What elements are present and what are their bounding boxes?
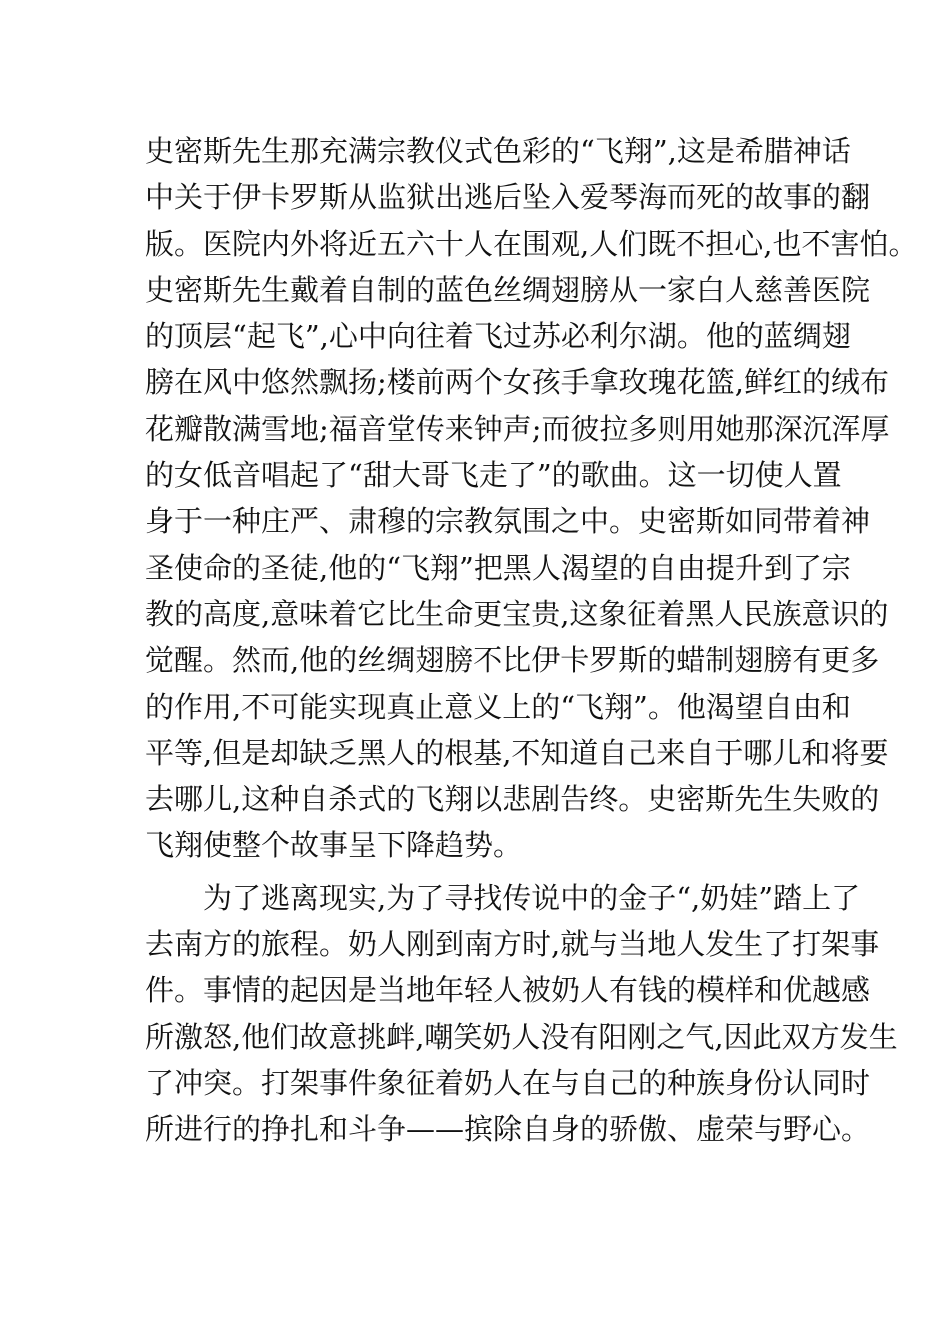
text-line: 身于一种庄严、肃穆的宗教氛围之中。史密斯如同带着神 <box>145 504 871 539</box>
text-line: 版。医院内外将近五六十人在围观,人们既不担心,也不害怕。 <box>145 226 918 261</box>
text-line: 圣使命的圣徒,他的“飞翔”把黑人渴望的自由提升到了宗 <box>145 550 851 585</box>
text-line: 史密斯先生那充满宗教仪式色彩的“飞翔”,这是希腊神话 <box>145 134 851 168</box>
text-line: 的作用,不可能实现真止意义上的“飞翔”。他渴望自由和 <box>145 689 851 724</box>
text-line: 的顶层“起飞”,心中向往着飞过苏必利尔湖。他的蓝绸翅 <box>145 319 851 354</box>
text-line: 史密斯先生戴着自制的蓝色丝绸翅膀从一家白人慈善医院 <box>145 272 871 307</box>
text-line: 所激怒,他们故意挑衅,嘲笑奶人没有阳刚之气,因此双方发生 <box>145 1019 898 1054</box>
paragraph <box>145 875 898 1153</box>
text-line: 中关于伊卡罗斯从监狱出逃后坠入爱琴海而死的故事的翻 <box>145 180 871 215</box>
text-line: 觉醒。然而,他的丝绸翅膀不比伊卡罗斯的蜡制翅膀有更多 <box>145 643 880 678</box>
text-line: 了冲突。打架事件象征着奶人在与自己的种族身份认同时 <box>145 1065 871 1100</box>
text-line: 膀在风中悠然飘扬;楼前两个女孩手拿玫瑰花篮,鲜红的绒布 <box>145 365 889 400</box>
text-line: 去南方的旅程。奶人刚到南方时,就与当地人发生了打架事 <box>145 927 880 962</box>
text-line: 为了逃离现实,为了寻找传说中的金子“,奶娃”踏上了 <box>145 880 861 915</box>
text-line: 花瓣散满雪地;福音堂传来钟声;而彼拉多则用她那深沉浑厚 <box>145 411 890 446</box>
text-line: 飞翔使整个故事呈下降趋势。 <box>145 828 523 863</box>
paragraph <box>145 128 918 869</box>
text-line: 教的高度,意味着它比生命更宝贵,这象征着黑人民族意识的 <box>145 596 889 631</box>
body-text <box>145 128 918 1153</box>
text-line: 去哪儿,这种自杀式的飞翔以悲剧告终。史密斯先生失败的 <box>145 782 880 817</box>
text-line: 件。事情的起因是当地年轻人被奶人有钱的模样和优越感 <box>145 973 871 1008</box>
text-line: 平等,但是却缺乏黑人的根基,不知道自己来自于哪儿和将要 <box>145 735 889 770</box>
text-line: 的女低音唱起了“甜大哥飞走了”的歌曲。这一切使人置 <box>145 458 842 493</box>
text-line: 所进行的挣扎和斗争——摈除自身的骄傲、虚荣与野心。 <box>145 1112 871 1147</box>
